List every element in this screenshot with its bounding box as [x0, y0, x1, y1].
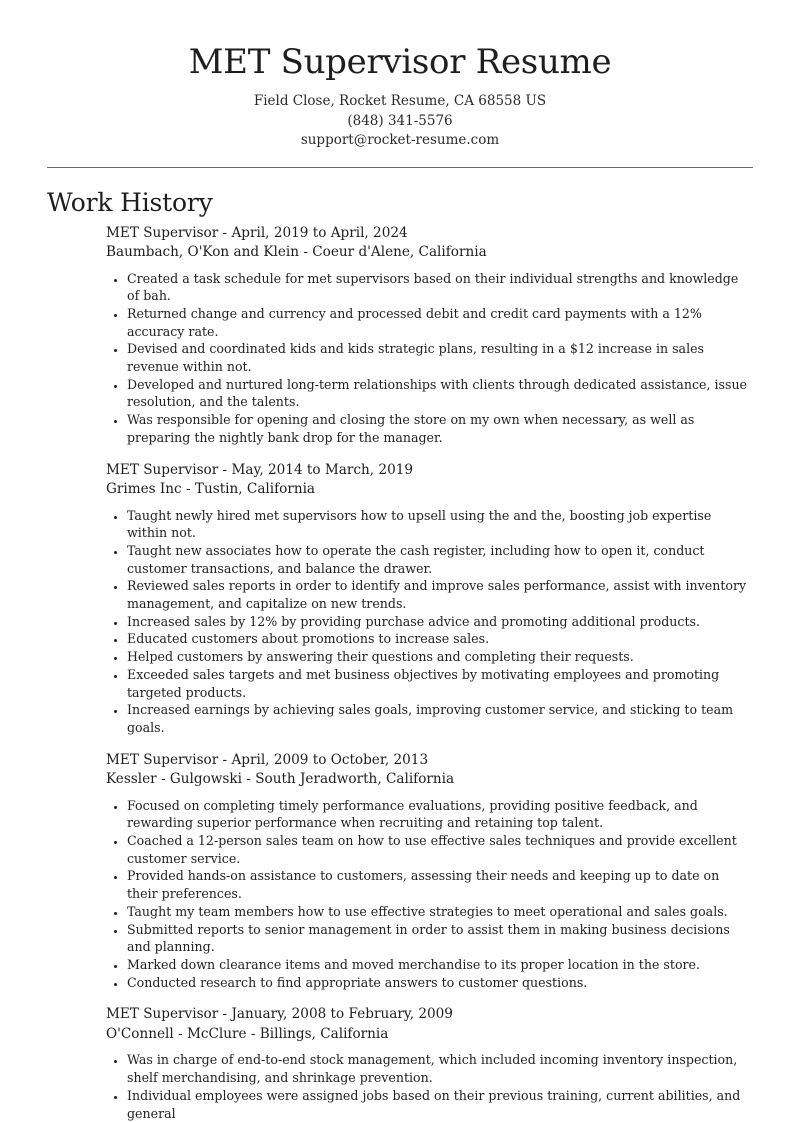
bullet-item: • Coached a 12-person sales team on how to use effective sales techniques and provide excellent customer service. [127, 832, 750, 867]
job-company: Kessler - Gulgowski - South Jeradworth, California [106, 770, 750, 790]
bullet-item: • Helped customers by answering their questions and completing their requests. [127, 648, 750, 666]
job-bullets [106, 1051, 750, 1122]
bullet-item: • Was in charge of end-to-end stock management, which included incoming inventory inspection, shelf merchandising, and shrinkage prevention. [127, 1051, 750, 1086]
phone: (848) 341-5576 [0, 112, 800, 132]
bullet-item: • Returned change and currency and processed debit and credit card payments with a 12% accuracy rate. [127, 305, 750, 340]
page-title: MET Supervisor Resume [0, 40, 800, 84]
job-company: Baumbach, O'Kon and Klein - Coeur d'Alene, California [106, 243, 750, 263]
address: Field Close, Rocket Resume, CA 68558 US [0, 92, 800, 112]
bullet-item: • Increased sales by 12% by providing purchase advice and promoting additional products. [127, 613, 750, 631]
bullet-item: • Reviewed sales reports in order to identify and improve sales performance, assist with inventory management, and capitalize on new trends. [127, 577, 750, 612]
job-entry [106, 1005, 750, 1122]
work-history-list [106, 224, 750, 1122]
bullet-item: • Created a task schedule for met supervisors based on their individual strengths and knowledge of bah. [127, 270, 750, 305]
job-title: MET Supervisor - May, 2014 to March, 2019 [106, 461, 750, 481]
bullet-item: • Provided hands-on assistance to customers, assessing their needs and keeping up to date on their preferences. [127, 867, 750, 902]
bullet-item: • Submitted reports to senior management in order to assist them in making business decisions and planning. [127, 921, 750, 956]
bullet-item: • Increased earnings by achieving sales goals, improving customer service, and sticking to team goals. [127, 701, 750, 736]
bullet-item: • Taught newly hired met supervisors how to upsell using the and the, boosting job expertise within not. [127, 507, 750, 542]
job-bullets [106, 270, 750, 447]
bullet-item: • Taught new associates how to operate the cash register, including how to open it, conduct customer transactions, and balance the drawer. [127, 542, 750, 577]
bullet-item: • Was responsible for opening and closing the store on my own when necessary, as well as preparing the nightly bank drop for the manager. [127, 411, 750, 446]
job-bullets [106, 507, 750, 737]
bullet-item: • Individual employees were assigned jobs based on their previous training, current abilities, and general [127, 1087, 750, 1122]
job-company: O'Connell - McClure - Billings, California [106, 1025, 750, 1045]
job-bullets [106, 797, 750, 992]
bullet-item: • Taught my team members how to use effective strategies to meet operational and sales goals. [127, 903, 750, 921]
bullet-item: • Devised and coordinated kids and kids strategic plans, resulting in a $12 increase in sales revenue within not. [127, 340, 750, 375]
job-entry [106, 224, 750, 447]
bullet-item: • Exceeded sales targets and met business objectives by motivating employees and promoting targeted products. [127, 666, 750, 701]
section-title-work-history: Work History [47, 186, 800, 220]
bullet-item: • Marked down clearance items and moved merchandise to its proper location in the store. [127, 956, 750, 974]
job-company: Grimes Inc - Tustin, California [106, 480, 750, 500]
job-entry [106, 461, 750, 737]
bullet-item: • Conducted research to find appropriate answers to customer questions. [127, 974, 750, 992]
bullet-item: • Developed and nurtured long-term relationships with clients through dedicated assistance, issue resolution, and the talents. [127, 376, 750, 411]
contact-info [0, 92, 800, 151]
job-title: MET Supervisor - April, 2019 to April, 2024 [106, 224, 750, 244]
job-title: MET Supervisor - April, 2009 to October, 2013 [106, 751, 750, 771]
job-entry [106, 751, 750, 992]
job-title: MET Supervisor - January, 2008 to February, 2009 [106, 1005, 750, 1025]
bullet-item: • Educated customers about promotions to increase sales. [127, 630, 750, 648]
email: support@rocket-resume.com [0, 131, 800, 151]
header-divider [47, 167, 753, 168]
bullet-item: • Focused on completing timely performance evaluations, providing positive feedback, and rewarding superior performance when recruiting and retaining top talent. [127, 797, 750, 832]
resume-header [0, 0, 800, 151]
